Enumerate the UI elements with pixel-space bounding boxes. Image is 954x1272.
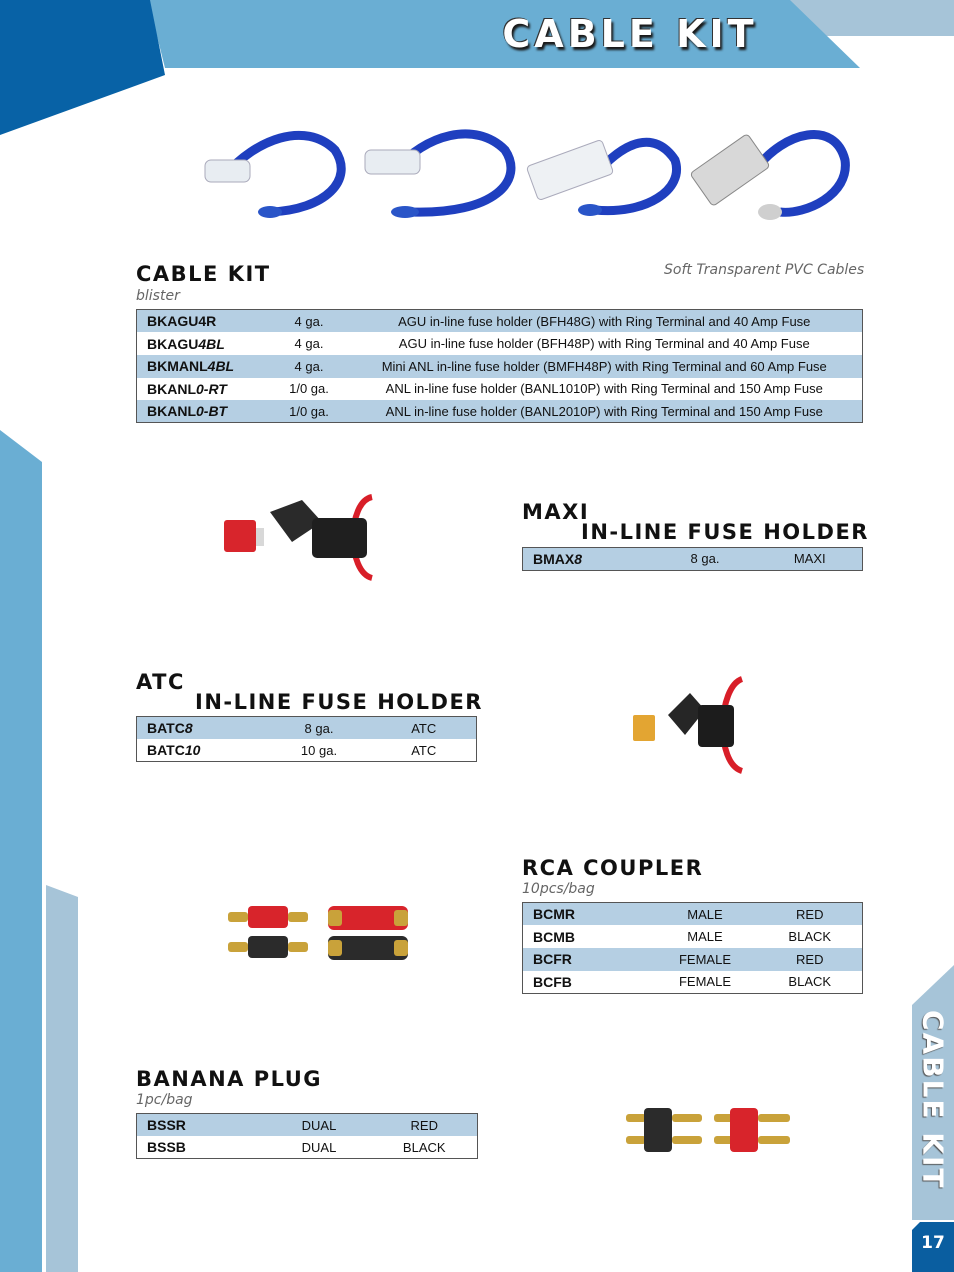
rca-couplers-photo — [228, 902, 410, 964]
gauge-cell: 4 ga. — [272, 355, 347, 378]
table-row — [137, 1136, 478, 1159]
color-cell: RED — [758, 903, 863, 926]
type-cell: DUAL — [267, 1136, 372, 1159]
gauge-cell: 4 ga. — [272, 332, 347, 355]
maxi-title-line2: IN-LINE FUSE HOLDER — [581, 520, 869, 544]
color-cell: BLACK — [758, 925, 863, 948]
product-code: BKANL0-RT — [137, 378, 272, 401]
type-cell: MAXI — [758, 548, 863, 571]
rca-female-red — [328, 906, 408, 930]
description-cell: Mini ANL in-line fuse holder (BMFH48P) with Ring Terminal and 60 Amp Fuse — [347, 355, 863, 378]
mini-anl-cable-kit — [526, 139, 676, 216]
banana-plug-black — [626, 1108, 702, 1152]
gauge-cell: 1/0 ga. — [272, 400, 347, 423]
atc-title-line1: ATC — [136, 670, 185, 694]
type-cell: ATC — [372, 717, 477, 740]
fuse-holder-cable-kits-photo — [195, 120, 855, 230]
side-tab-label-wrap — [912, 1010, 954, 1210]
maxi-title-line1: MAXI — [522, 500, 590, 524]
product-code: BATC10 — [137, 739, 267, 762]
banana-title: BANANA PLUG — [136, 1067, 323, 1091]
rca-male-black — [228, 936, 308, 958]
table-row — [137, 310, 863, 333]
table-row — [137, 1114, 478, 1137]
description-cell: AGU in-line fuse holder (BFH48P) with Ring Terminal and 40 Amp Fuse — [347, 332, 863, 355]
rca-table — [522, 902, 863, 994]
agu-cable-kit-1 — [205, 135, 341, 218]
maxi-fuse-holder-photo — [222, 492, 392, 584]
description-cell: ANL in-line fuse holder (BANL2010P) with Ring Terminal and 150 Amp Fuse — [347, 400, 863, 423]
gender-cell: MALE — [653, 903, 758, 926]
table-row — [137, 378, 863, 401]
rca-male-red — [228, 906, 308, 928]
gauge-cell: 10 ga. — [267, 739, 372, 762]
maxi-table — [522, 547, 863, 571]
gauge-cell: 1/0 ga. — [272, 378, 347, 401]
page-number: 17 — [921, 1233, 945, 1253]
product-code: BCFR — [523, 948, 653, 971]
gender-cell: MALE — [653, 925, 758, 948]
color-cell: BLACK — [372, 1136, 478, 1159]
table-row — [137, 400, 863, 423]
gauge-cell: 8 ga. — [267, 717, 372, 740]
product-code: BKAGU4BL — [137, 332, 272, 355]
product-code: BCMR — [523, 903, 653, 926]
cable-kit-table — [136, 309, 863, 423]
table-row — [523, 948, 863, 971]
type-cell: ATC — [372, 739, 477, 762]
product-code: BMAX8 — [523, 548, 653, 571]
table-row — [137, 739, 477, 762]
table-row — [137, 717, 477, 740]
atc-fuse-holder-photo — [630, 675, 750, 775]
product-code: BKMANL4BL — [137, 355, 272, 378]
product-code: BCFB — [523, 971, 653, 994]
type-cell: DUAL — [267, 1114, 372, 1137]
product-code: BATC8 — [137, 717, 267, 740]
left-side-bar-light — [46, 885, 78, 1272]
banana-plugs-photo — [626, 1106, 792, 1154]
color-cell: RED — [372, 1114, 478, 1137]
gender-cell: FEMALE — [653, 948, 758, 971]
product-code: BCMB — [523, 925, 653, 948]
left-side-bar — [0, 430, 42, 1272]
banana-plug-red — [714, 1108, 790, 1152]
anl-cable-kit — [690, 134, 846, 220]
cable-kit-note: Soft Transparent PVC Cables — [664, 262, 865, 278]
rca-packaging: 10pcs/bag — [522, 881, 595, 897]
gender-cell: FEMALE — [653, 971, 758, 994]
table-row — [137, 355, 863, 378]
cable-kit-title: CABLE KIT — [136, 262, 271, 286]
product-code: BKANL0-BT — [137, 400, 272, 423]
table-row — [523, 548, 863, 571]
table-row — [523, 971, 863, 994]
gauge-cell: 4 ga. — [272, 310, 347, 333]
color-cell: RED — [758, 948, 863, 971]
color-cell: BLACK — [758, 971, 863, 994]
banana-packaging: 1pc/bag — [136, 1092, 193, 1108]
table-row — [523, 903, 863, 926]
side-tab-label: CABLE KIT — [916, 1010, 950, 1190]
atc-title-line2: IN-LINE FUSE HOLDER — [195, 690, 483, 714]
banana-table — [136, 1113, 478, 1159]
agu-cable-kit-2 — [365, 134, 511, 218]
table-row — [137, 332, 863, 355]
description-cell: AGU in-line fuse holder (BFH48G) with Ring Terminal and 40 Amp Fuse — [347, 310, 863, 333]
description-cell: ANL in-line fuse holder (BANL1010P) with Ring Terminal and 150 Amp Fuse — [347, 378, 863, 401]
product-code: BSSR — [137, 1114, 267, 1137]
rca-title: RCA COUPLER — [522, 856, 704, 880]
gauge-cell: 8 ga. — [653, 548, 758, 571]
cable-kit-packaging: blister — [136, 288, 180, 304]
rca-female-black — [328, 936, 408, 960]
product-code: BKAGU4R — [137, 310, 272, 333]
product-code: BSSB — [137, 1136, 267, 1159]
page-title: CABLE KIT — [502, 12, 758, 56]
atc-table — [136, 716, 477, 762]
header-corner — [0, 0, 165, 140]
table-row — [523, 925, 863, 948]
